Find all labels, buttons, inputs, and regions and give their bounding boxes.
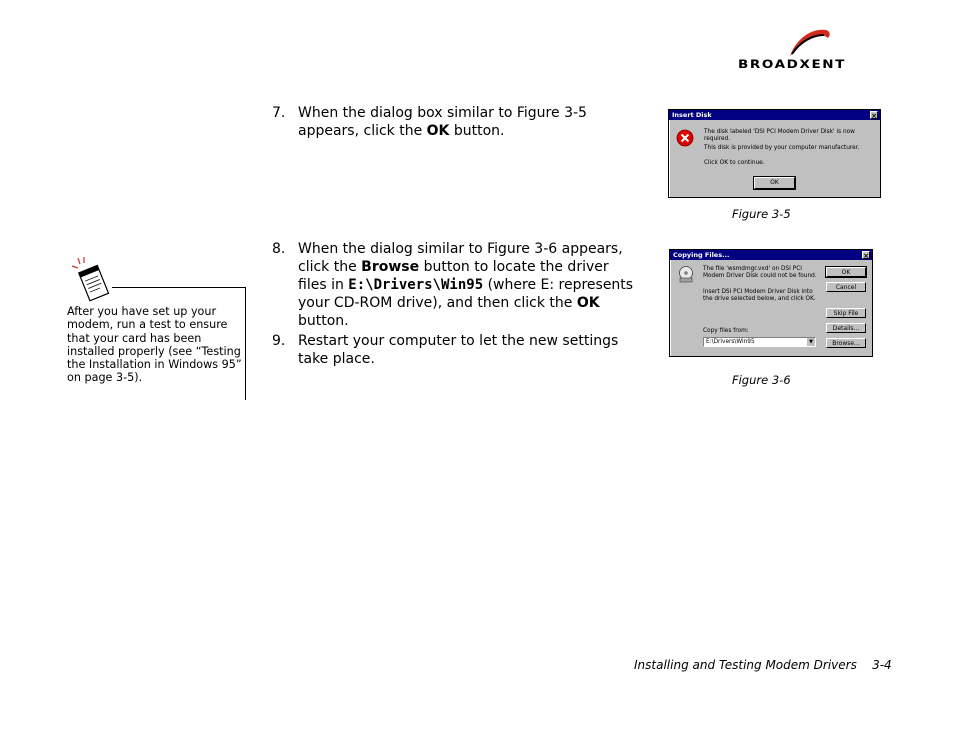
dialog-message-2: Insert DSI PCI Modem Driver Disk into the drive selected below, and click OK.	[703, 289, 816, 302]
dialog-title: Insert Disk	[672, 111, 712, 119]
copy-path-combobox[interactable]	[703, 337, 816, 347]
note-text: After you have set up your modem, run a test to ensure that your card has been installed properly (see “Testing the Installation in Windows 95” on page 3-5).	[67, 305, 242, 385]
step-text-part: When the dialog box similar to Figure 3-5 appears, click the	[298, 105, 587, 139]
error-icon	[676, 129, 694, 147]
dialog-titlebar	[670, 250, 872, 260]
step-text	[298, 104, 643, 140]
browse-button[interactable]: Browse...	[826, 338, 866, 348]
broadxent-logo-text: BROADXENT	[738, 58, 846, 72]
ok-emphasis: OK	[426, 123, 450, 139]
copy-files-label: Copy files from:	[703, 328, 749, 334]
dialog-title: Copying Files...	[673, 251, 730, 259]
insert-disk-dialog	[668, 109, 881, 198]
figure-3-6-caption: Figure 3-6	[732, 373, 791, 387]
step-text-part: (where E: represents your CD-ROM drive), and then click the	[298, 277, 634, 311]
ok-button[interactable]: OK	[754, 177, 795, 189]
close-icon[interactable]: ×	[863, 252, 869, 260]
ok-button[interactable]: OK	[826, 267, 866, 277]
copy-path-value: E:\Drivers\Win95	[706, 339, 755, 345]
dialog-message-3: Click OK to continue.	[704, 160, 765, 166]
close-icon[interactable]: ×	[871, 112, 877, 120]
step-text-part: button.	[449, 123, 505, 139]
page-footer: Installing and Testing Modem Drivers 3-4	[634, 658, 892, 672]
step-7	[0, 104, 660, 144]
step-number: 9.	[272, 333, 286, 349]
step-number: 7.	[272, 105, 286, 121]
ok-emphasis: OK	[576, 295, 600, 311]
figure-3-5-caption: Figure 3-5	[732, 207, 791, 221]
step-text-part: When the dialog similar to Figure 3-6 appears, click the	[298, 241, 623, 275]
step-text-part: button to locate the driver files in	[298, 259, 609, 293]
broadxent-logo-swoosh	[786, 26, 832, 58]
dialog-titlebar	[669, 110, 880, 120]
step-text	[298, 240, 640, 330]
step-text-part: button.	[298, 313, 349, 329]
chevron-down-icon[interactable]: ▼	[807, 338, 815, 346]
step-text: Restart your computer to let the new settings take place.	[298, 333, 619, 367]
copying-files-dialog	[669, 249, 873, 357]
note-rule-horizontal	[112, 287, 245, 288]
dialog-message-1: The disk labeled 'DSI PCI Modem Driver Disk' is now required.	[704, 129, 855, 142]
details-button[interactable]: Details...	[826, 323, 866, 333]
path-emphasis: E:\Drivers\Win95	[348, 277, 484, 293]
note-rule-vertical	[245, 287, 246, 400]
step-number: 8.	[272, 241, 286, 257]
dialog-message-2: This disk is provided by your computer manufacturer.	[704, 145, 860, 151]
skip-file-button[interactable]: Skip File	[826, 308, 866, 318]
cancel-button[interactable]: Cancel	[826, 282, 866, 292]
browse-emphasis: Browse	[361, 259, 420, 275]
dialog-message-1: The file 'wsmdmgr.vxd' on DSI PCI Modem Driver Disk could not be found.	[703, 266, 817, 279]
cd-drive-icon	[677, 265, 695, 283]
notepad-icon	[70, 256, 110, 304]
